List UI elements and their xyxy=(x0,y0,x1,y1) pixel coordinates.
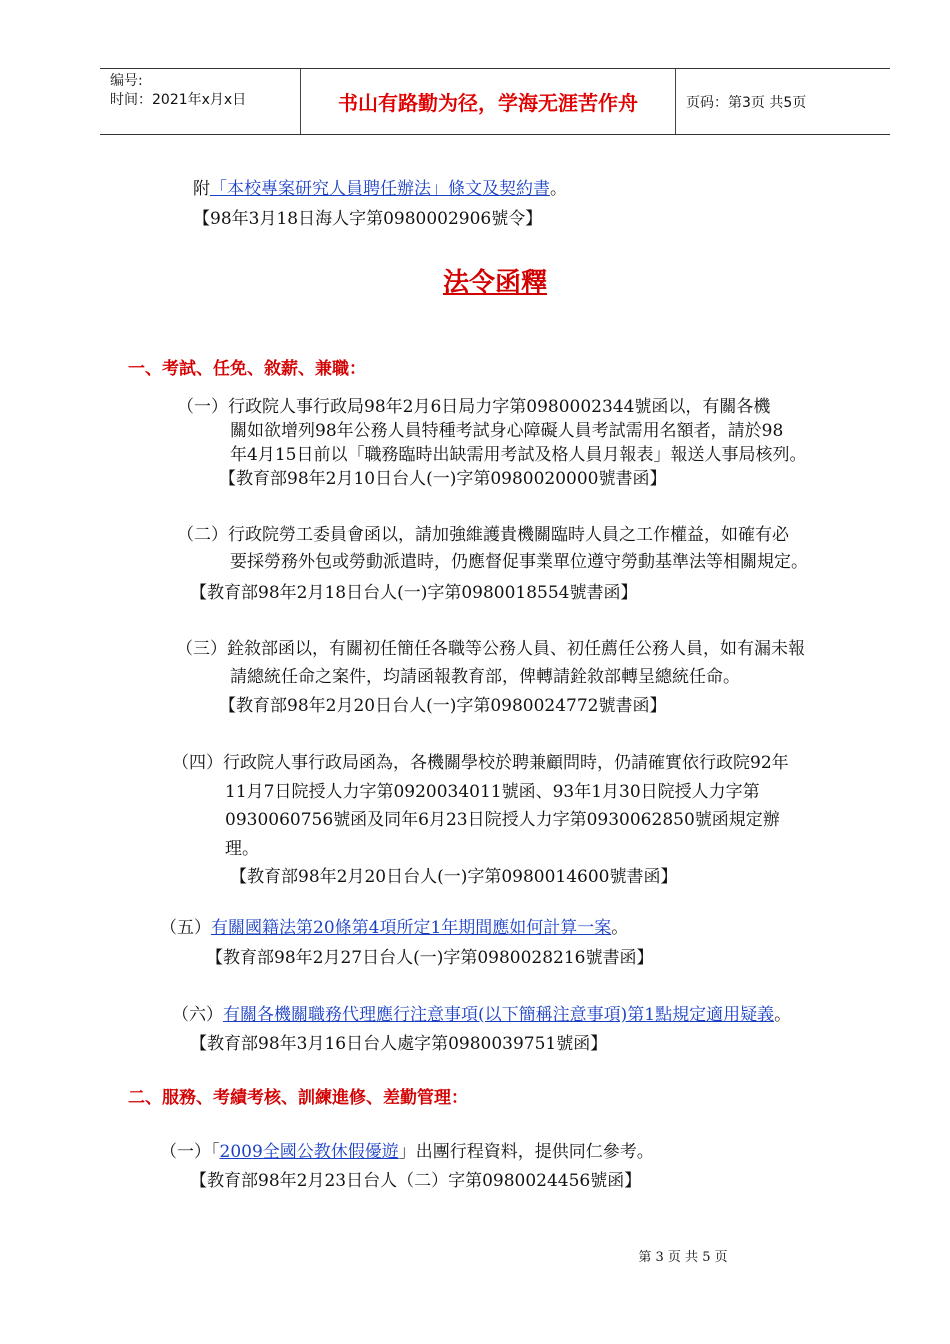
intro-suffix: 。 xyxy=(550,179,567,199)
header-motto: 书山有路勤为径，学海无涯苦作舟 xyxy=(301,69,676,134)
s2-item1-line xyxy=(160,1137,654,1162)
s1-item6-suffix: 。 xyxy=(774,1005,792,1025)
intro-order: 【98年3月18日海人字第0980002906號令】 xyxy=(193,209,543,229)
section2-heading: 二、服務、考績考核、訓練進修、差勤管理： xyxy=(128,1088,468,1108)
s1-item6-ref: 【教育部98年3月16日台人處字第0980039751號函】 xyxy=(190,1034,608,1054)
page-title xyxy=(0,262,950,299)
s1-item3-line2: 請總統任命之案件，均請函報教育部，俾轉請銓敘部轉呈總統任命。 xyxy=(230,667,740,687)
s1-item5-line xyxy=(160,913,628,938)
s1-item5-suffix: 。 xyxy=(611,918,629,938)
s1-item4-line3: 0930060756號函及同年6月23日院授人力字第0930062850號函規定辦 xyxy=(225,810,780,830)
header-number-label: 编号: xyxy=(110,73,143,89)
s2-item1-prefix: （一）「 xyxy=(160,1142,220,1162)
s1-item3-ref: 【教育部98年2月20日台人(一)字第0980024772號書函】 xyxy=(219,696,667,716)
s1-item1-ref: 【教育部98年2月10日台人(一)字第0980020000號書函】 xyxy=(219,469,667,489)
s2-item1-link[interactable]: 2009全國公教休假優遊 xyxy=(219,1142,399,1162)
page-footer: 第 3 页 共 5 页 xyxy=(638,1250,728,1265)
s1-item6-line xyxy=(172,1000,791,1025)
s1-item1-line3: 年4月15日前以「職務臨時出缺需用考試及格人員月報表」報送人事局核列。 xyxy=(230,445,807,465)
page-header xyxy=(100,68,890,135)
s1-item6-prefix: （六） xyxy=(172,1005,223,1025)
s1-item2-ref: 【教育部98年2月18日台人(一)字第0980018554號書函】 xyxy=(190,583,638,603)
header-left-cell xyxy=(100,69,301,134)
s1-item2-line1: （二）行政院勞工委員會函以，請加強維護貴機關臨時人員之工作權益，如確有必 xyxy=(177,525,789,545)
s1-item1-line2: 關如欲增列98年公務人員特種考試身心障礙人員考試需用名額者，請於98 xyxy=(230,421,784,441)
header-page-info: 页码：第3页 共5页 xyxy=(686,94,807,111)
intro-prefix: 附 xyxy=(193,179,210,199)
s2-item1-ref: 【教育部98年2月23日台人（二）字第0980024456號函】 xyxy=(190,1171,642,1191)
s1-item2-line2: 要採勞務外包或勞動派遣時，仍應督促事業單位遵守勞動基準法等相關規定。 xyxy=(230,552,808,572)
intro-link[interactable]: 「本校專案研究人員聘任辦法」條文及契約書 xyxy=(210,179,550,199)
s1-item6-link[interactable]: 有關各機關職務代理應行注意事項(以下簡稱注意事項)第1點規定適用疑義 xyxy=(223,1005,775,1025)
s1-item1-line1: （一）行政院人事行政局98年2月6日局力字第0980002344號函以，有關各機 xyxy=(177,397,771,417)
s1-item4-ref: 【教育部98年2月20日台人(一)字第0980014600號書函】 xyxy=(230,867,678,887)
s1-item5-link[interactable]: 有關國籍法第20條第4項所定1年期間應如何計算一案 xyxy=(211,918,612,938)
s1-item4-line2: 11月7日院授人力字第0920034011號函、93年1月30日院授人力字第 xyxy=(225,782,760,802)
s2-item1-suffix: 」出團行程資料，提供同仁參考。 xyxy=(398,1142,654,1162)
s1-item5-ref: 【教育部98年2月27日台人(一)字第0980028216號書函】 xyxy=(206,948,654,968)
header-time-label: 时间：2021年x月x日 xyxy=(110,92,247,108)
s1-item5-prefix: （五） xyxy=(160,918,211,938)
s1-item4-line1: （四）行政院人事行政局函為，各機關學校於聘兼顧問時，仍請確實依行政院92年 xyxy=(172,753,789,773)
intro-line xyxy=(193,174,567,199)
s1-item3-line1: （三）銓敘部函以，有關初任簡任各職等公務人員、初任薦任公務人員，如有漏未報 xyxy=(176,639,805,659)
section1-heading: 一、考試、任免、敘薪、兼職： xyxy=(128,359,366,379)
page-title-text: 法令函釋 xyxy=(442,268,547,298)
s1-item4-line4: 理。 xyxy=(225,839,259,859)
